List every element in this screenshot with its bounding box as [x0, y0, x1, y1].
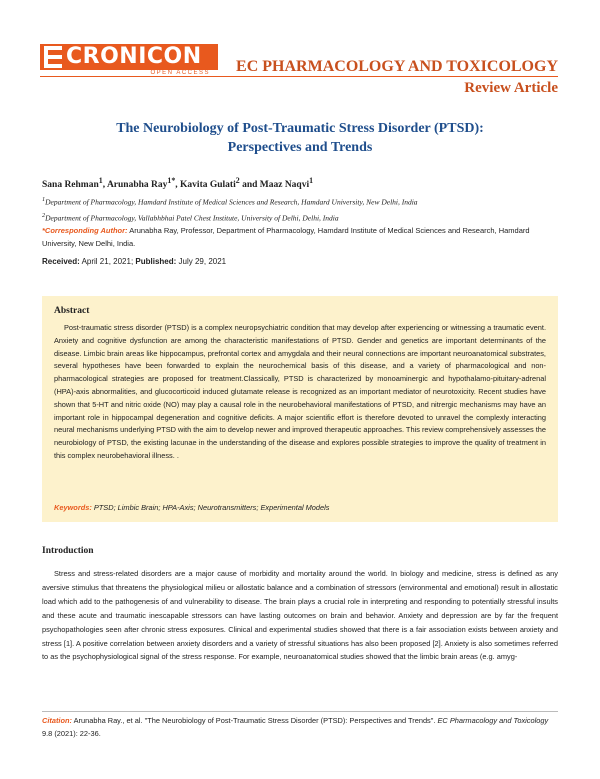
affiliation-item	[42, 209, 558, 225]
author-name: Arunabha Ray	[106, 180, 168, 191]
header-rule	[40, 76, 558, 77]
author-name: Kavita Gulati	[180, 180, 236, 191]
author-separator: and	[239, 180, 260, 191]
affiliation-list	[42, 193, 558, 224]
author-separator: ,	[102, 180, 107, 191]
citation-authors: Arunabha Ray., et al.	[73, 716, 143, 725]
affiliation-mark: 2	[42, 211, 46, 219]
author-affiliation-mark: 2	[235, 176, 240, 185]
affiliation-mark: 1	[42, 196, 46, 203]
title-line-2: Perspectives and Trends	[227, 140, 373, 155]
author-affiliation-mark: 1*	[167, 176, 176, 185]
introduction-text: Stress and stress-related disorders are a major cause of morbidity and mortality around the world. In biology and medicine, stress is defined as any aversive stimulus that threatens the physiological milieu or allostatic balance and a combination of stressors (environmental and emotional) result in allostatic load which add to the pathogenesis of and vulnerability to disease. The brain plays a crucial role in interpreting and responding to potentially stressful insults and these acute and traumatic inescapable stressors can have lasting outcomes on brain and behavior. Anxiety and depression are by far the frequent psychopathologies seen after chronic stress exposures. Clinical and experimental studies showed that there is a fair association exists between anxiety and stress [1]. A positive correlation between anxiety disorders and a variety of stressful situations has also been proposed [2]. Anxiety is also sometimes referred to as the psychophysiological signal of the stress response. For example, neuroanatomical studies showed that the limbic brain areas (e.g. amyg-	[42, 569, 558, 662]
keywords	[54, 503, 329, 512]
publication-dates: Received: April 21, 2021; Published: July 29, 2021	[42, 257, 227, 266]
author-name: Sana Rehman	[42, 180, 99, 191]
footer-rule	[42, 711, 558, 712]
abstract-text: Post-traumatic stress disorder (PTSD) is a complex neuropsychiatric condition that may develop after experiencing or witnessing a traumatic event. Anxiety and cognitive dysfunction are among the characteristic manifestations of PTSD. Gender and genetics are important determinants of the disease. Limbic brain areas like hippocampus, prefrontal cortex and amygdala and their neural connections are important neuroanatomical substrates, several hypotheses have been forwarded to explain the neurochemical basis of this disease, and a variety of pharmacological and non-pharmacological strategies are proposed for treatment.Classically, PTSD is characterized by monoaminergic and hypothalamo-pituitary-adrenal (HPA)-axis abnormalities, and glucocorticoid induced glutamate release is recognized as an important mediator of neurotoxicity. Recent studies have shown that 5-HT and nitric oxide (NO) may play a causal role in the neurobehavioral manifestations of PTSD, and nitrergic mechanisms may have an important role in hippocampal degeneration and cognitive deficits. A major scientific effort is therefore devoted to unravel the complexly interacting neural mechanisms underlying PTSD with the aim to develop newer and improved therapeutic approaches. This review comprehensively assesses the neurobiology of PTSD, the existing lacunae in the understanding of the disease and explores possible strategies to improve the quality of treatment in this complex neurobehavioral illness. .	[54, 323, 547, 460]
corresponding-author	[42, 224, 558, 250]
affiliation-text: Department of Pharmacology, Hamdard Institute of Medical Sciences and Research, Hamdard University, New Delhi, India	[45, 197, 418, 207]
received-date: April 21, 2021	[81, 257, 131, 266]
author-name: Maaz Naqvi	[259, 180, 310, 191]
citation-journal: EC Pharmacology and Toxicology	[437, 716, 549, 725]
article-type: Review Article	[464, 80, 558, 96]
published-date: July 29, 2021	[178, 257, 227, 266]
paper-title	[60, 119, 540, 157]
title-line-1: The Neurobiology of Post-Traumatic Stress Disorder (PTSD):	[116, 121, 484, 136]
abstract-heading: Abstract	[54, 306, 90, 316]
citation	[42, 714, 558, 740]
logo-text: CRONICON	[66, 44, 202, 69]
author-affiliation-mark: 1	[98, 176, 103, 185]
author-affiliation-mark: 1	[309, 176, 314, 185]
corresponding-text: Arunabha Ray, Professor, Department of Pharmacology, Hamdard Institute of Medical Sciences and Research, Hamdard University, New Delhi, India.	[42, 226, 530, 248]
citation-title: "The Neurobiology of Post-Traumatic Stress Disorder (PTSD): Perspectives and Trends".	[144, 716, 436, 725]
corresponding-label: *Corresponding Author:	[42, 226, 128, 235]
citation-label: Citation:	[42, 716, 72, 725]
keywords-value: PTSD; Limbic Brain; HPA-Axis; Neurotransmitters; Experimental Models	[93, 503, 330, 512]
logo-badge	[40, 44, 218, 70]
journal-name: EC PHARMACOLOGY AND TOXICOLOGY	[236, 58, 558, 75]
logo-subtext: OPEN ACCESS	[150, 70, 210, 76]
introduction-heading: Introduction	[42, 546, 94, 556]
keywords-label: Keywords:	[54, 503, 92, 512]
affiliation-text: Department of Pharmacology, Vallabhbhai Patel Chest Institute, University of Delhi, Delhi, India	[45, 213, 339, 222]
logo-e-icon	[44, 46, 62, 68]
author-list	[42, 176, 313, 190]
abstract-box	[42, 296, 558, 522]
journal-logo	[40, 44, 218, 78]
received-label: Received:	[42, 257, 80, 266]
affiliation-item	[42, 193, 558, 209]
citation-details: 9.8 (2021): 22-36.	[42, 729, 101, 738]
published-label: Published:	[135, 257, 177, 266]
author-separator: ,	[175, 180, 181, 191]
